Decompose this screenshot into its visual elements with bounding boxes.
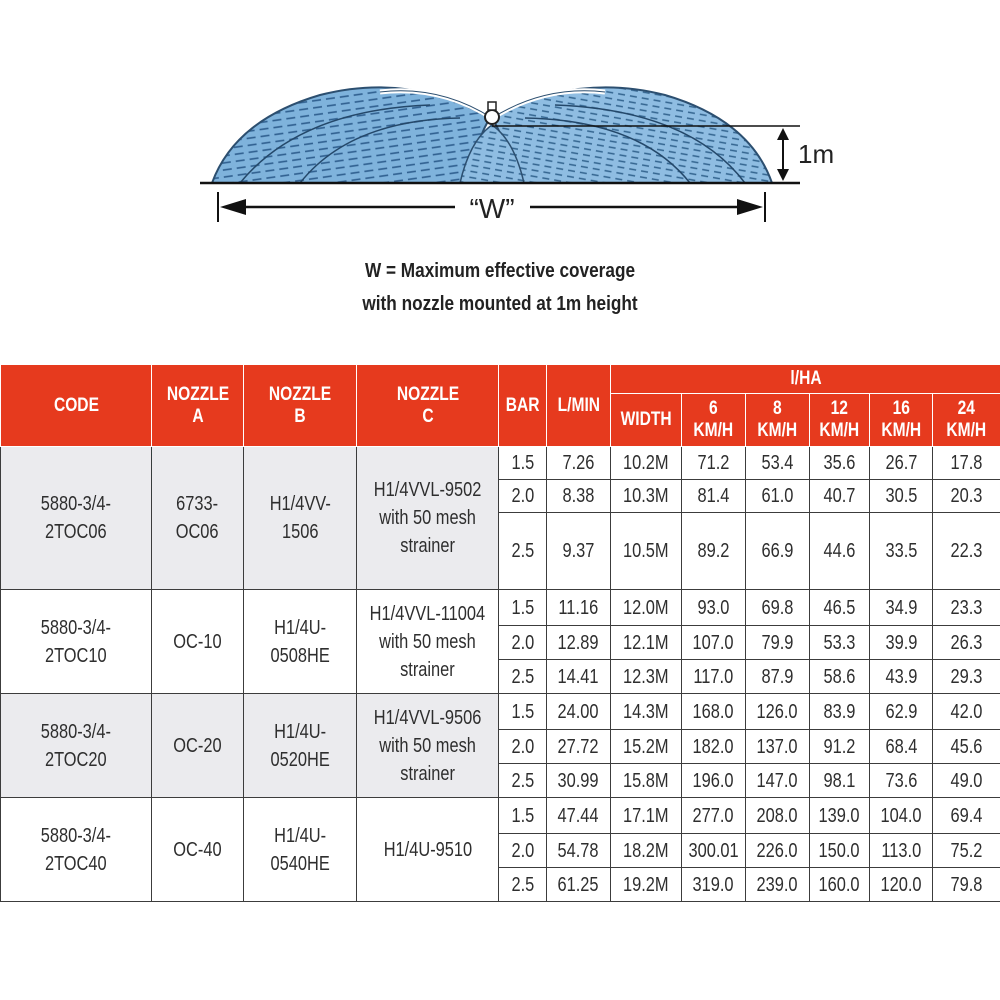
width-label: “W” xyxy=(469,193,515,224)
lha-cell: 58.6 xyxy=(810,660,870,694)
nozzle-a-cell xyxy=(152,798,244,902)
lha-cell: 239.0 xyxy=(746,868,810,902)
lha-cell: 33.5 xyxy=(870,513,933,590)
code-cell-line: 2TOC10 xyxy=(45,644,107,667)
spray-right-lobe xyxy=(492,87,772,183)
width-cell: 12.1M xyxy=(611,626,682,660)
lmin-cell: 14.41 xyxy=(547,660,611,694)
code-cell-line: 5880-3/4- xyxy=(40,720,112,743)
bar-cell: 2.5 xyxy=(499,868,547,902)
lmin-cell: 27.72 xyxy=(547,730,611,764)
bar-cell: 2.5 xyxy=(499,660,547,694)
nozzle-c-cell-line: with 50 mesh xyxy=(379,734,476,757)
header-speed-12: 12 KM/H xyxy=(810,394,870,447)
caption-line-1: W = Maximum effective coverage xyxy=(364,260,636,282)
lha-cell: 196.0 xyxy=(682,764,746,798)
nozzle-c-cell-line: H1/4U-9510 xyxy=(383,838,472,861)
lha-cell: 26.7 xyxy=(870,447,933,480)
lha-cell: 42.0 xyxy=(933,694,1000,730)
header-speed-8: 8 KM/H xyxy=(746,394,810,447)
nozzle-b-cell-line: H1/4U- xyxy=(274,720,326,743)
nozzle-a-cell-line: OC-10 xyxy=(173,630,222,653)
nozzle-a-cell xyxy=(152,590,244,694)
nozzle-b-cell-line: 1506 xyxy=(281,521,319,543)
nozzle-icon xyxy=(485,110,499,124)
lha-cell: 29.3 xyxy=(933,660,1000,694)
lha-cell: 39.9 xyxy=(870,626,933,660)
lha-cell: 46.5 xyxy=(810,590,870,626)
code-cell xyxy=(1,447,152,590)
height-label: 1m xyxy=(798,139,835,169)
bar-cell: 1.5 xyxy=(499,798,547,834)
nozzle-c-cell-line: strainer xyxy=(400,762,455,785)
nozzle-a-cell-line: OC06 xyxy=(176,521,219,543)
lha-cell: 68.4 xyxy=(870,730,933,764)
nozzle-b-cell xyxy=(244,447,357,590)
nozzle-b-cell-line: 0540HE xyxy=(270,852,330,875)
width-cell: 15.2M xyxy=(611,730,682,764)
nozzle-a-cell xyxy=(152,694,244,798)
lha-cell: 147.0 xyxy=(746,764,810,798)
header-nozzle-b: NOZZLE B xyxy=(244,365,357,447)
width-cell: 14.3M xyxy=(611,694,682,730)
lha-cell: 53.3 xyxy=(810,626,870,660)
header-speed-6: 6 KM/H xyxy=(682,394,746,447)
width-cell: 15.8M xyxy=(611,764,682,798)
width-cell: 19.2M xyxy=(611,868,682,902)
lha-cell: 75.2 xyxy=(933,834,1000,868)
bar-cell: 2.5 xyxy=(499,764,547,798)
code-cell xyxy=(1,798,152,902)
header-width: WIDTH xyxy=(611,394,682,447)
lha-cell: 17.8 xyxy=(933,447,1000,480)
table-row xyxy=(1,694,1000,730)
nozzle-spec-table xyxy=(0,364,1000,902)
lmin-cell: 61.25 xyxy=(547,868,611,902)
nozzle-c-cell xyxy=(357,447,499,590)
table-row xyxy=(1,798,1000,834)
lha-cell: 104.0 xyxy=(870,798,933,834)
nozzle-a-cell-line: OC-40 xyxy=(173,838,222,861)
lha-cell: 98.1 xyxy=(810,764,870,798)
header-nozzle-a: NOZZLE A xyxy=(152,365,244,447)
lha-cell: 71.2 xyxy=(682,447,746,480)
lha-cell: 53.4 xyxy=(746,447,810,480)
lha-cell: 61.0 xyxy=(746,480,810,513)
lha-cell: 117.0 xyxy=(682,660,746,694)
header-speed-24: 24 KM/H xyxy=(933,394,1000,447)
nozzle-c-cell-line: strainer xyxy=(400,658,455,681)
lha-cell: 45.6 xyxy=(933,730,1000,764)
lha-cell: 83.9 xyxy=(810,694,870,730)
lha-cell: 89.2 xyxy=(682,513,746,590)
header-nozzle-c: NOZZLE C xyxy=(357,365,499,447)
nozzle-c-cell-line: H1/4VVL-11004 xyxy=(369,602,486,625)
lmin-cell: 8.38 xyxy=(547,480,611,513)
header-lha: l/HA xyxy=(611,365,1000,394)
width-cell: 10.3M xyxy=(611,480,682,513)
nozzle-c-cell-line: H1/4VVL-9502 xyxy=(373,479,482,501)
lha-cell: 93.0 xyxy=(682,590,746,626)
table-row xyxy=(1,590,1000,626)
lmin-cell: 12.89 xyxy=(547,626,611,660)
width-cell: 10.2M xyxy=(611,447,682,480)
lmin-cell: 30.99 xyxy=(547,764,611,798)
lha-cell: 87.9 xyxy=(746,660,810,694)
lha-cell: 30.5 xyxy=(870,480,933,513)
lha-cell: 40.7 xyxy=(810,480,870,513)
caption-line-2: with nozzle mounted at 1m height xyxy=(362,293,638,315)
lha-cell: 49.0 xyxy=(933,764,1000,798)
width-cell: 18.2M xyxy=(611,834,682,868)
bar-cell: 1.5 xyxy=(499,590,547,626)
bar-cell: 2.0 xyxy=(499,626,547,660)
nozzle-b-cell-line: H1/4U- xyxy=(274,824,326,847)
lmin-cell: 9.37 xyxy=(547,513,611,590)
lha-cell: 319.0 xyxy=(682,868,746,902)
lha-cell: 44.6 xyxy=(810,513,870,590)
nozzle-a-cell-line: OC-20 xyxy=(173,734,222,757)
table-body xyxy=(1,447,1000,902)
lmin-cell: 24.00 xyxy=(547,694,611,730)
lha-cell: 66.9 xyxy=(746,513,810,590)
lha-cell: 22.3 xyxy=(933,513,1000,590)
lha-cell: 300.01 xyxy=(682,834,746,868)
nozzle-b-cell-line: 0508HE xyxy=(270,644,330,667)
lha-cell: 126.0 xyxy=(746,694,810,730)
nozzle-a-cell-line: 6733- xyxy=(176,493,219,515)
lmin-cell: 7.26 xyxy=(547,447,611,480)
nozzle-c-cell xyxy=(357,798,499,902)
nozzle-b-cell xyxy=(244,590,357,694)
lha-cell: 23.3 xyxy=(933,590,1000,626)
nozzle-c-cell-line: with 50 mesh xyxy=(379,630,476,653)
nozzle-b-cell-line: H1/4VV- xyxy=(269,493,331,515)
lha-cell: 69.8 xyxy=(746,590,810,626)
lha-cell: 35.6 xyxy=(810,447,870,480)
table-row xyxy=(1,447,1000,480)
bar-cell: 1.5 xyxy=(499,694,547,730)
code-cell xyxy=(1,590,152,694)
nozzle-c-cell xyxy=(357,694,499,798)
lha-cell: 91.2 xyxy=(810,730,870,764)
lha-cell: 113.0 xyxy=(870,834,933,868)
nozzle-b-cell-line: H1/4U- xyxy=(274,616,326,639)
bar-cell: 2.0 xyxy=(499,480,547,513)
bar-cell: 2.0 xyxy=(499,834,547,868)
code-cell-line: 2TOC06 xyxy=(45,521,107,543)
lha-cell: 73.6 xyxy=(870,764,933,798)
bar-cell: 2.0 xyxy=(499,730,547,764)
nozzle-b-cell xyxy=(244,694,357,798)
lmin-cell: 47.44 xyxy=(547,798,611,834)
width-cell: 17.1M xyxy=(611,798,682,834)
lha-cell: 26.3 xyxy=(933,626,1000,660)
bar-cell: 2.5 xyxy=(499,513,547,590)
lha-cell: 137.0 xyxy=(746,730,810,764)
lha-cell: 277.0 xyxy=(682,798,746,834)
lha-cell: 69.4 xyxy=(933,798,1000,834)
lha-cell: 34.9 xyxy=(870,590,933,626)
lha-cell: 226.0 xyxy=(746,834,810,868)
nozzle-c-cell-line: H1/4VVL-9506 xyxy=(373,706,482,729)
code-cell-line: 5880-3/4- xyxy=(40,493,112,515)
width-cell: 12.0M xyxy=(611,590,682,626)
header-speed-16: 16 KM/H xyxy=(870,394,933,447)
lha-cell: 20.3 xyxy=(933,480,1000,513)
nozzle-c-cell-line: with 50 mesh xyxy=(379,507,476,529)
nozzle-c-cell-line: strainer xyxy=(400,535,455,557)
code-cell-line: 5880-3/4- xyxy=(40,824,112,847)
lha-cell: 139.0 xyxy=(810,798,870,834)
nozzle-c-cell xyxy=(357,590,499,694)
lha-cell: 81.4 xyxy=(682,480,746,513)
nozzle-b-cell xyxy=(244,798,357,902)
lha-cell: 150.0 xyxy=(810,834,870,868)
lha-cell: 160.0 xyxy=(810,868,870,902)
code-cell-line: 2TOC40 xyxy=(45,852,107,875)
width-cell: 12.3M xyxy=(611,660,682,694)
lha-cell: 79.8 xyxy=(933,868,1000,902)
lha-cell: 208.0 xyxy=(746,798,810,834)
lha-cell: 43.9 xyxy=(870,660,933,694)
lha-cell: 182.0 xyxy=(682,730,746,764)
header-code: CODE xyxy=(1,365,152,447)
header-bar: BAR xyxy=(499,365,547,447)
nozzle-a-cell xyxy=(152,447,244,590)
bar-cell: 1.5 xyxy=(499,447,547,480)
lmin-cell: 11.16 xyxy=(547,590,611,626)
lha-cell: 79.9 xyxy=(746,626,810,660)
header-lmin: L/MIN xyxy=(547,365,611,447)
nozzle-b-cell-line: 0520HE xyxy=(270,748,330,771)
lmin-cell: 54.78 xyxy=(547,834,611,868)
lha-cell: 168.0 xyxy=(682,694,746,730)
lha-cell: 62.9 xyxy=(870,694,933,730)
code-cell xyxy=(1,694,152,798)
lha-cell: 107.0 xyxy=(682,626,746,660)
diagram-caption xyxy=(70,255,930,321)
code-cell-line: 2TOC20 xyxy=(45,748,107,771)
lha-cell: 120.0 xyxy=(870,868,933,902)
width-cell: 10.5M xyxy=(611,513,682,590)
code-cell-line: 5880-3/4- xyxy=(40,616,112,639)
